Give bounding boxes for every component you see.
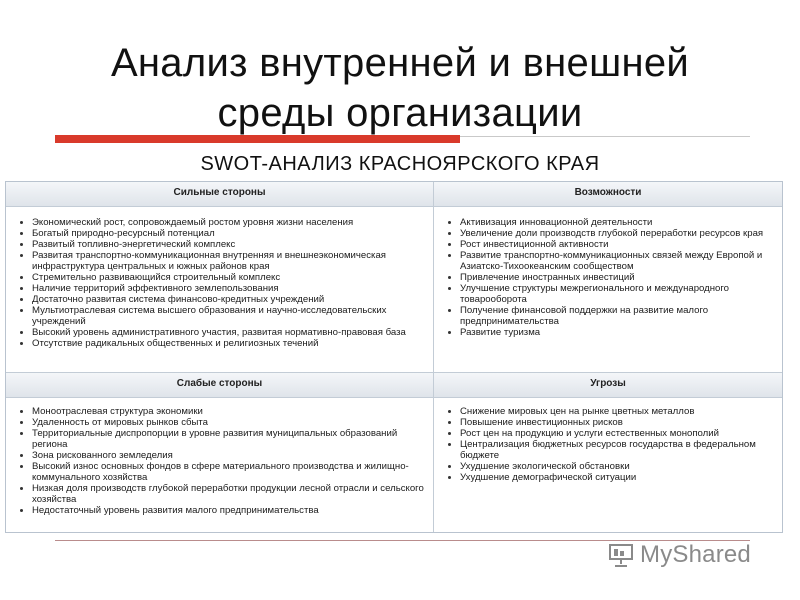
swot-table [5,181,783,533]
list-item: Рост цен на продукцию и услуги естественных монополий [460,428,774,439]
list-item: Низкая доля производств глубокой переработки продукции лесной отрасли и сельского хозяйства [32,483,424,505]
slide-subtitle: SWOT-АНАЛИЗ КРАСНОЯРСКОГО КРАЯ [200,153,600,175]
list-item: Экономический рост, сопровождаемый ростом уровня жизни населения [32,217,425,228]
list-item: Увеличение доли производств глубокой переработки ресурсов края [460,228,774,239]
list-item: Высокий уровень административного участия, развитая нормативно-правовая база [32,327,425,338]
slide-title [0,38,800,138]
list-item: Получение финансовой поддержки на развитие малого предпринимательства [460,305,774,327]
list-item: Наличие территорий эффективного землепользования [32,283,425,294]
title-divider-red [55,135,460,143]
list-item: Повышение инвестиционных рисков [460,417,774,428]
list-item: Централизация бюджетных ресурсов государства в федеральном бюджете [460,439,774,461]
watermark-brand: MyShared [640,541,751,568]
threats-quadrant [434,373,782,532]
list-item: Развитая транспортно-коммуникационная внутренняя и внешнеэкономическая инфраструктура центральных и южных районов края [32,250,425,272]
watermark-logo [608,540,751,570]
list-item: Отсутствие радикальных общественных и религиозных течений [32,338,425,349]
list-item: Ухудшение демографической ситуации [460,472,774,483]
threats-header: Угрозы [434,373,782,398]
list-item: Достаточно развитая система финансово-кредитных учреждений [32,294,425,305]
list-item: Развитие туризма [460,327,774,338]
opportunities-quadrant [434,182,782,372]
list-item: Привлечение иностранных инвестиций [460,272,774,283]
list-item: Активизация инновационной деятельности [460,217,774,228]
row-divider [6,372,782,373]
slide-title-line-2: среды организации [217,91,583,135]
opportunities-header: Возможности [434,182,782,207]
list-item: Развитый топливно-энергетический комплекс [32,239,425,250]
list-item: Недостаточный уровень развития малого предпринимательства [32,505,425,516]
presentation-board-icon [608,542,634,568]
weaknesses-list [6,398,433,516]
column-divider [433,182,434,532]
list-item: Мультиотраслевая система высшего образования и научно-исследовательских учреждений [32,305,425,327]
strengths-list [6,207,433,349]
list-item: Рост инвестиционной активности [460,239,774,250]
threats-list [434,398,782,483]
list-item: Моноотраслевая структура экономики [32,406,425,417]
list-item: Ухудшение экологической обстановки [460,461,774,472]
strengths-quadrant [6,182,433,372]
list-item: Территориальные диспропорции в уровне развития муниципальных образований региона [32,428,425,450]
slide-title-line-1: Анализ внутренней и внешней [110,41,690,85]
list-item: Снижение мировых цен на рынке цветных металлов [460,406,774,417]
opportunities-list [434,207,782,338]
list-item: Стремительно развивающийся строительный комплекс [32,272,425,283]
list-item: Развитие транспортно-коммуникационных связей между Европой и Азиатско-Тихоокеанским сообществом [460,250,774,272]
list-item: Зона рискованного земледелия [32,450,425,461]
list-item: Высокий износ основных фондов в сфере материального производства и жилищно-коммунального хозяйства [32,461,425,483]
weaknesses-header: Слабые стороны [6,373,433,398]
strengths-header: Сильные стороны [6,182,433,207]
list-item: Богатый природно-ресурсный потенциал [32,228,425,239]
weaknesses-quadrant [6,373,433,532]
list-item: Удаленность от мировых рынков сбыта [32,417,425,428]
list-item: Улучшение структуры межрегионального и международного товарооборота [460,283,774,305]
